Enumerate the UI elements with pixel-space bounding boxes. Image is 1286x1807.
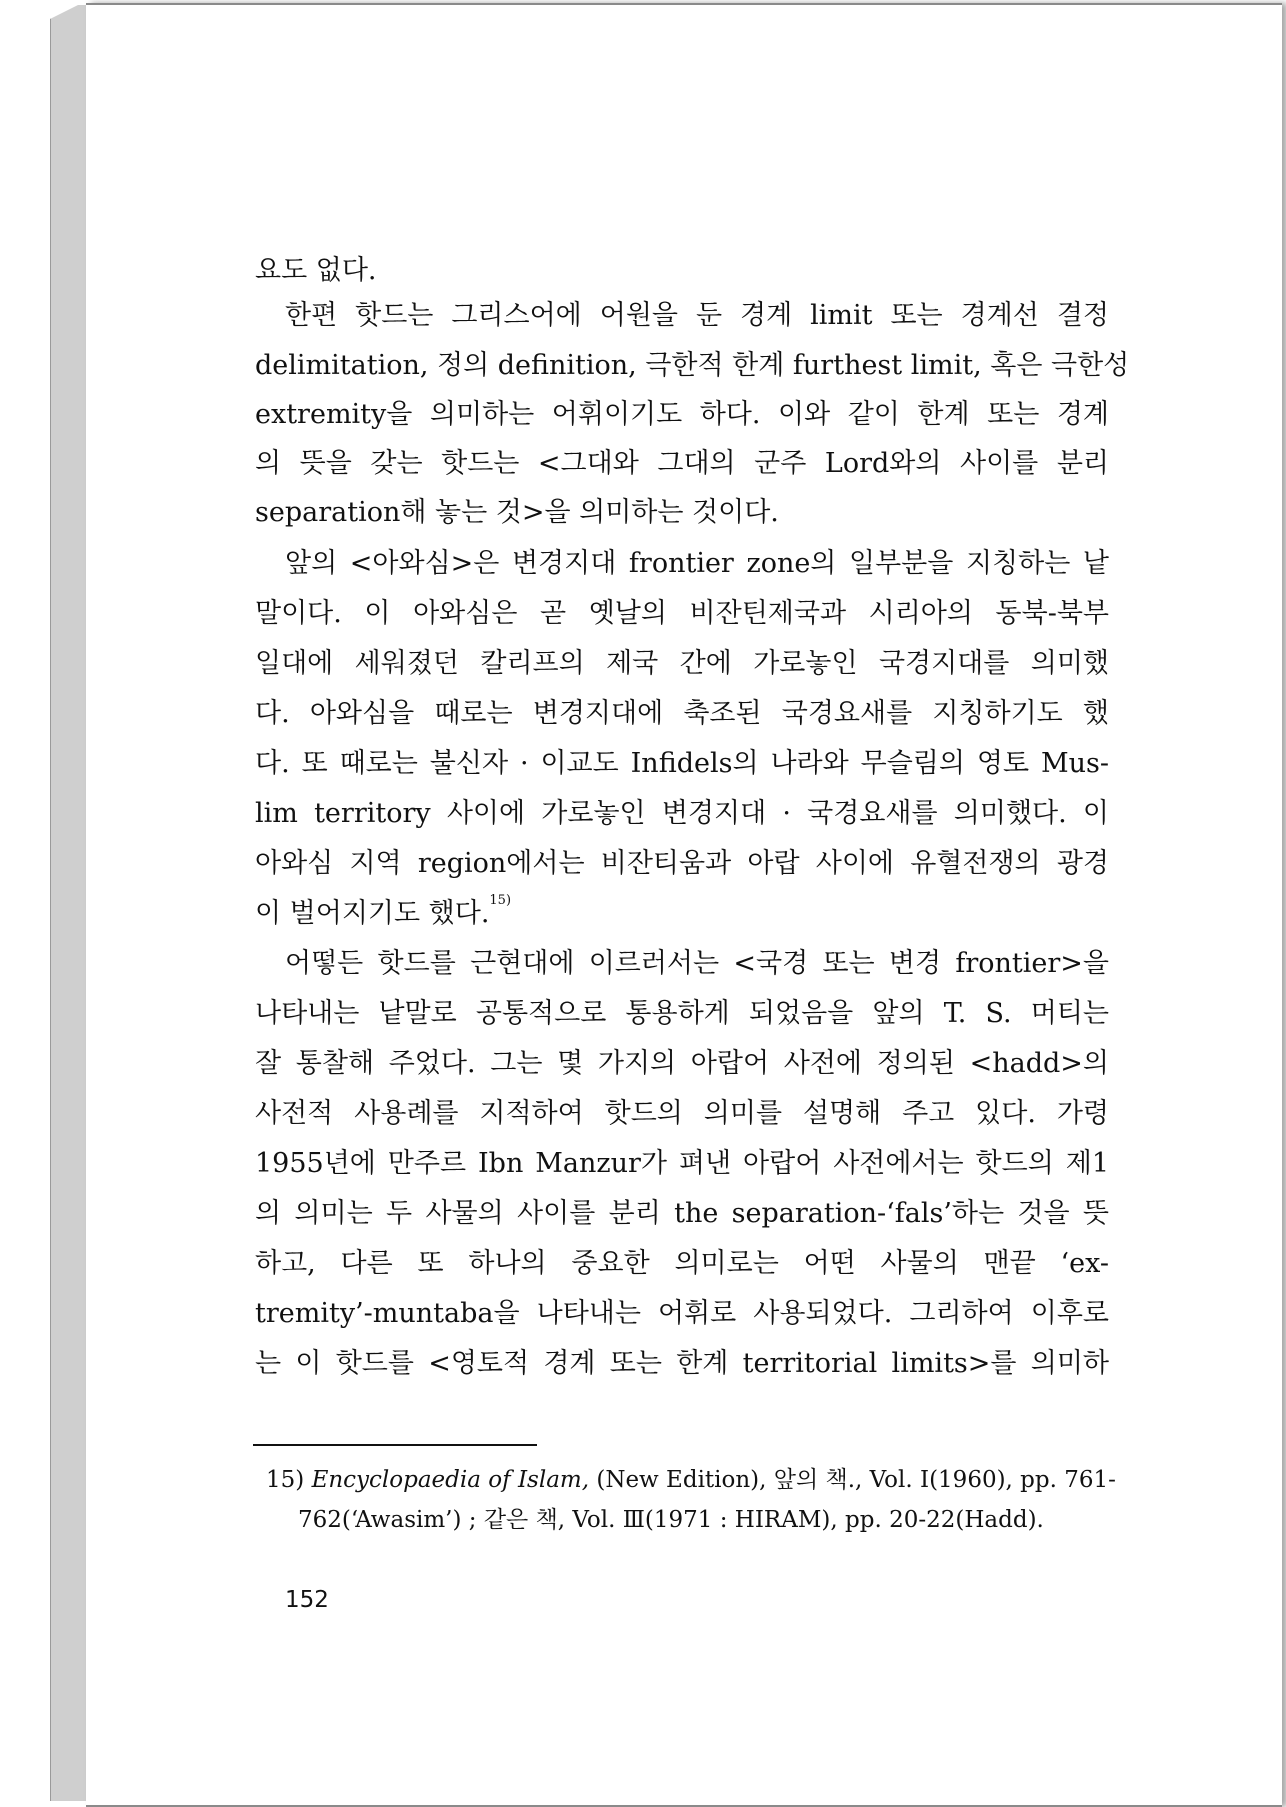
footnote-marker: 15) (489, 893, 512, 908)
body-line: 한편 핫드는 그리스어에 어원을 둔 경계 limit 또는 경계선 결정 (285, 300, 1109, 331)
footnote-line (266, 1467, 1116, 1493)
body-line (255, 893, 1109, 929)
body-line: 다. 아와심을 때로는 변경지대에 축조된 국경요새를 지칭하기도 했 (255, 698, 1109, 729)
body-line: 다. 또 때로는 불신자 · 이교도 Infidels의 나라와 무슬림의 영토 Mus- (255, 748, 1109, 779)
body-line: 사전적 사용례를 지적하여 핫드의 의미를 설명해 주고 있다. 가령 (255, 1098, 1109, 1129)
body-line: 어떻든 핫드를 근현대에 이르러서는 <국경 또는 변경 frontier>을 (285, 948, 1109, 979)
body-line: 1955년에 만주르 Ibn Manzur가 펴낸 아랍어 사전에서는 핫드의 제1 (255, 1148, 1109, 1179)
body-line: delimitation, 정의 definition, 극한적 한계 furthest limit, 혹은 극한성 (255, 350, 1130, 381)
body-line-text: 이 벌어지기도 했다. (255, 898, 490, 929)
body-line: 말이다. 이 아와심은 곧 옛날의 비잔틴제국과 시리아의 동북-북부 (255, 598, 1109, 629)
footnote-text: (New Edition), 앞의 책., Vol. Ⅰ(1960), pp. 761- (589, 1467, 1116, 1493)
body-line: separation해 놓는 것>을 의미하는 것이다. (255, 497, 779, 528)
body-line: tremity’-muntaba을 나타내는 어휘로 사용되었다. 그리하여 이후로 (255, 1298, 1109, 1329)
body-line: 요도 없다. (255, 255, 377, 286)
body-line: 잘 통찰해 주었다. 그는 몇 가지의 아랍어 사전에 정의된 <hadd>의 (255, 1048, 1109, 1079)
body-line: 아와심 지역 region에서는 비잔티움과 아랍 사이에 유혈전쟁의 광경 (255, 848, 1109, 879)
footnote-rule (253, 1444, 537, 1446)
footnote-line: 762(‘Awasim’) ; 같은 책, Vol. Ⅲ(1971 : HIRAM), pp. 20-22(Hadd). (298, 1507, 1044, 1533)
page-number: 152 (285, 1587, 329, 1613)
body-line: 나타내는 낱말로 공통적으로 통용하게 되었음을 앞의 T. S. 머티는 (255, 998, 1109, 1029)
body-line: 앞의 <아와심>은 변경지대 frontier zone의 일부분을 지칭하는 낱 (285, 548, 1109, 579)
body-line: 는 이 핫드를 <영토적 경계 또는 한계 territorial limits>를 의미하 (255, 1348, 1109, 1379)
body-line: 하고, 다른 또 하나의 중요한 의미로는 어떤 사물의 맨끝 ‘ex- (255, 1248, 1109, 1279)
book-edge (50, 5, 89, 1801)
body-line: extremity을 의미하는 어휘이기도 하다. 이와 같이 한계 또는 경계 (255, 399, 1109, 430)
body-line: 의 뜻을 갖는 핫드는 <그대와 그대의 군주 Lord와의 사이를 분리 (255, 448, 1109, 479)
footnote-number: 15) (266, 1467, 305, 1493)
body-line: 의 의미는 두 사물의 사이를 분리 the separation-‘fals’하는 것을 뜻 (255, 1198, 1109, 1229)
body-line: lim territory 사이에 가로놓인 변경지대 · 국경요새를 의미했다. 이 (255, 798, 1109, 829)
footnote-title: Encyclopaedia of Islam, (311, 1467, 590, 1493)
body-line: 일대에 세워졌던 칼리프의 제국 간에 가로놓인 국경지대를 의미했 (255, 648, 1109, 679)
